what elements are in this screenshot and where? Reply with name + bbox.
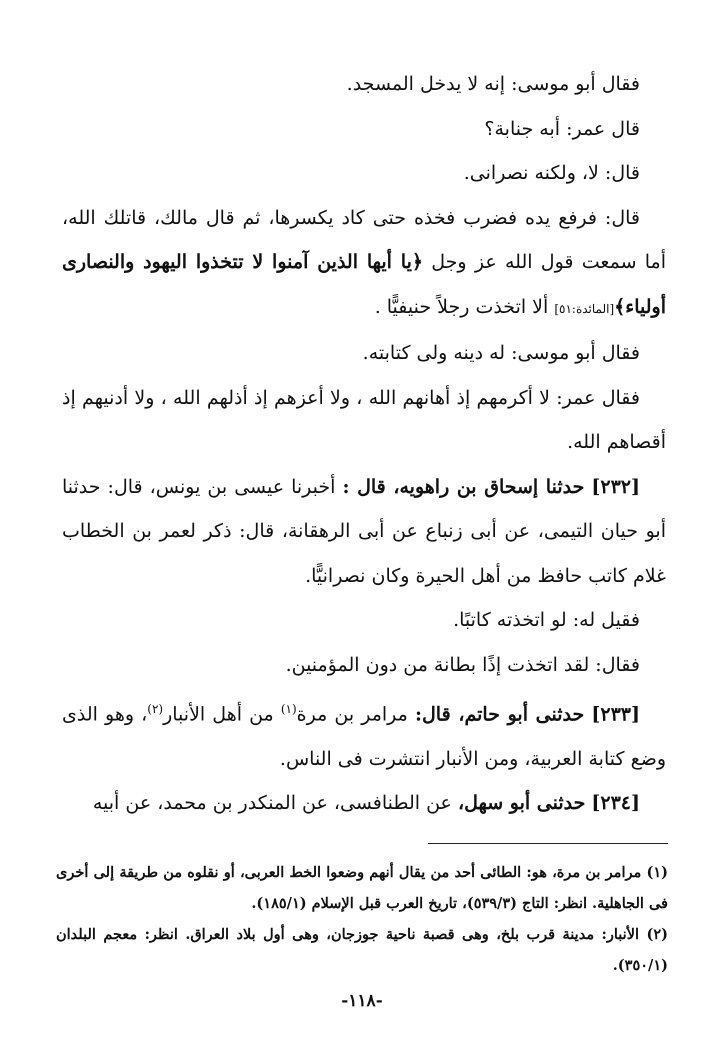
hadith-232 <box>62 465 666 599</box>
hadith-233-isnad-head: حدثنى أبو حاتم، قال: <box>414 703 585 726</box>
hadith-number-232: [٢٣٢] <box>591 475 640 498</box>
hadith-233-text: ، وهو الذى وضع كتابة العربية، ومن الأنبار انتشرت فى الناس. <box>62 703 666 770</box>
paragraph-umar-reply: فقال: لقد اتخذت إذًا بطانة من دون المؤمنين. <box>285 653 640 676</box>
rebuke-text: قال: فرفع يده فضرب فخذه حتى كاد يكسرها، ثم قال مالك، قاتلك الله، أما سمعت قول الله عز وجل <box>62 206 667 273</box>
footnotes-section <box>56 843 668 981</box>
verse-reference: [المائدة:٥١] <box>554 301 615 316</box>
hadith-232-isnad-head: حدثنا إسحاق بن راهويه، قال : <box>342 475 585 498</box>
hadith-number-233: [٢٣٣] <box>591 703 640 726</box>
hadith-234-text: عن الطنافسى، عن المنكدر بن محمد، عن أبيه <box>92 792 452 815</box>
paragraph-umar-rebuke <box>62 196 666 332</box>
paragraph-christian-answer: قال: لا، ولكنه نصرانى. <box>463 162 640 184</box>
footnote-marker-2[interactable]: (٢) <box>147 702 164 716</box>
hadith-234 <box>62 781 666 826</box>
rebuke-end-text: ألا اتخذت رجلاً حنيفيًّا . <box>374 295 549 318</box>
page-number: -١١٨- <box>341 991 383 1011</box>
footnote-1: (١) مرامر بن مرة، هو: الطائى أحد من يقال أنهم وضعوا الخط العربى، أو نقلوه من طريقة إلى أخرى فى الجاهلية. انظر: التاج (٥٣٩/٣)، تاريخ العرب قبل الإسلام (١٨٥/١). <box>56 864 668 912</box>
paragraph-suggestion: فقيل له: لو اتخذته كاتبًا. <box>453 609 640 631</box>
hadith-233 <box>62 687 666 781</box>
paragraph-umar-question: قال عمر: أبه جنابة؟ <box>484 117 640 140</box>
paragraph-abu-musa-reply: فقال أبو موسى: له دينه ولى كتابته. <box>362 342 640 364</box>
hadith-233-name: مرامر بن مرة <box>296 703 408 726</box>
hadith-234-isnad-head: حدثنى أبو سهل، <box>457 792 586 815</box>
hadith-number-234: [٢٣٤] <box>591 792 640 815</box>
page-body <box>62 62 666 826</box>
footnote-separator <box>428 843 668 844</box>
quran-verse: ﴿يا أيها الذين آمنوا لا تتخذوا اليهود والنصارى أولياء﴾ <box>62 251 666 318</box>
footnote-list <box>56 843 668 981</box>
paragraph-abu-musa-mosque: فقال أبو موسى: إنه لا يدخل المسجد. <box>346 73 640 95</box>
hadith-233-origin: من أهل الأنبار <box>163 703 274 726</box>
footnote-2: (٢) الأنبار: مدينة قرب بلخ، وهى قصبة ناحية جوزجان، وهى أول بلاد العراق. انظر: معجم البلدان (٣٥٠/١). <box>56 926 668 974</box>
footnote-marker-1[interactable]: (١) <box>280 702 297 716</box>
hadith-232-text: أخبرنا عيسى بن يونس، قال: حدثنا أبو حيان التيمى، عن أبى زنباع عن أبى الرهقانة، قال: ذكر لعمر بن الخطاب غلام كاتب حافظ من أهل الحيرة وكان نصرانيًّا. <box>62 475 666 587</box>
paragraph-umar-statement: فقال عمر: لا أكرمهم إذ أهانهم الله ، ولا أعزهم إذ أذلهم الله ، ولا أدنيهم إذ أقصاهم الله. <box>62 386 666 453</box>
